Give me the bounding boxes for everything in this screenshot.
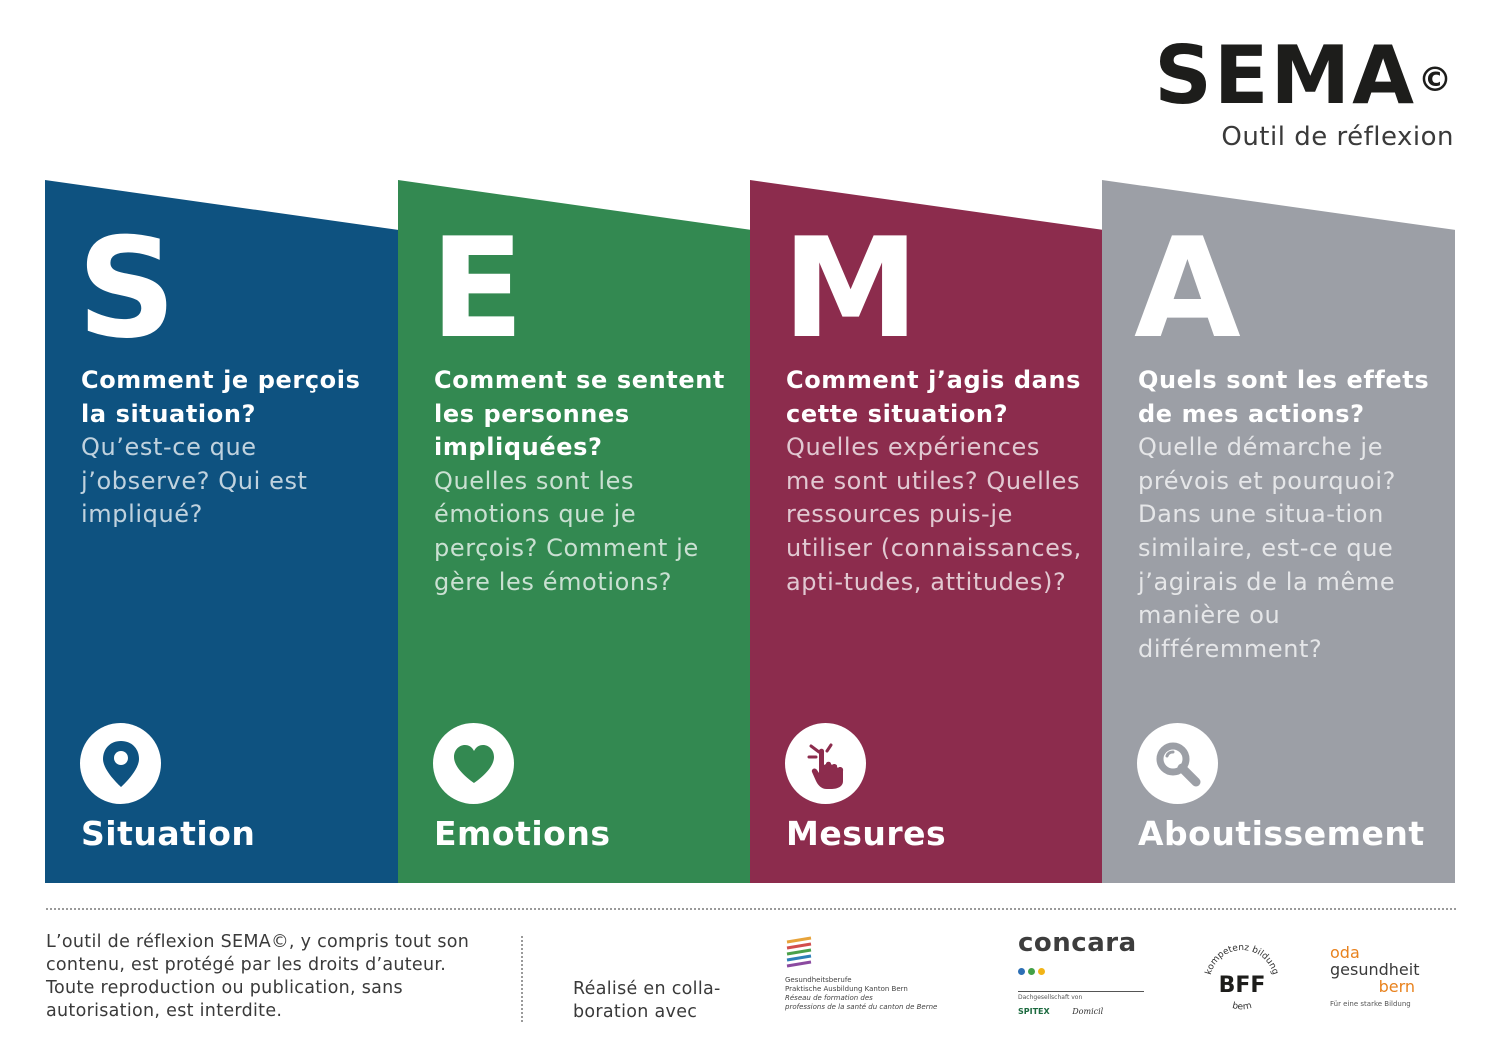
column-detail: Quelle démarche je prévois et pourquoi? Dans une situa-tion similaire, est-ce que j’agirais de la même manière ou différemment? bbox=[1138, 433, 1396, 663]
column-text bbox=[81, 364, 381, 532]
svg-text:bern bbox=[1231, 1001, 1253, 1012]
column-question: Comment se sentent les personnes impliquées? bbox=[434, 366, 725, 462]
bff-mark: BFF bbox=[1218, 973, 1266, 998]
domicil-logo: Domicil bbox=[1072, 1007, 1104, 1016]
copyright-notice: L’outil de réflexion SEMA©, y compris tout son contenu, est protégé par les droits d’auteur. Toute reproduction ou publication, sans autorisation, est interdite. bbox=[46, 932, 470, 1021]
column-text bbox=[786, 364, 1086, 599]
heart-icon bbox=[433, 723, 514, 804]
gpa-logo bbox=[785, 936, 985, 1012]
footer-vertical-divider bbox=[521, 936, 523, 1022]
pointing-hand-icon bbox=[785, 723, 866, 804]
column-text bbox=[434, 364, 734, 599]
magnifier-icon bbox=[1137, 723, 1218, 804]
column-emotions bbox=[398, 180, 751, 883]
concara-name: concara bbox=[1018, 928, 1137, 958]
brand-subtitle: Outil de réflexion bbox=[1221, 122, 1454, 152]
bff-ring-top: kompetenz bildung bbox=[1203, 942, 1281, 977]
column-label: Mesures bbox=[786, 814, 947, 853]
column-detail: Quelles expériences me sont utiles? Quelles ressources puis-je utiliser (connaissances, apti-tudes, attitudes)? bbox=[786, 433, 1082, 596]
gpa-line-2: Praktische Ausbildung Kanton Bern bbox=[785, 985, 908, 993]
column-letter: A bbox=[1134, 208, 1241, 369]
gpa-line-1: Gesundheitsberufe bbox=[785, 976, 852, 984]
column-detail: Qu’est-ce que j’observe? Qui est impliqué? bbox=[81, 433, 308, 529]
column-label: Situation bbox=[81, 814, 256, 853]
oda-tagline: Für eine starke Bildung bbox=[1330, 1000, 1411, 1008]
concara-logo bbox=[1018, 928, 1158, 1016]
column-detail: Quelles sont les émotions que je perçois? Comment je gère les émotions? bbox=[434, 466, 699, 596]
column-letter: S bbox=[77, 208, 177, 369]
column-question: Comment je perçois la situation? bbox=[81, 366, 361, 428]
copyright-mark: © bbox=[1418, 60, 1454, 100]
svg-text:kompetenz bildung bbox=[1204, 943, 1280, 976]
column-aboutissement bbox=[1102, 180, 1455, 883]
spitex-logo: SPITEX bbox=[1018, 1007, 1050, 1016]
column-label: Emotions bbox=[434, 814, 611, 853]
concara-dach: Dachgesellschaft von bbox=[1018, 991, 1144, 1001]
bff-logo bbox=[1196, 936, 1288, 1028]
gpa-line-4: professions de la santé du canton de Berne bbox=[785, 1003, 938, 1011]
bff-ring-bottom: bern bbox=[1231, 1001, 1253, 1013]
column-text bbox=[1138, 364, 1438, 666]
column-letter: M bbox=[782, 208, 920, 369]
brand-header bbox=[1154, 29, 1454, 152]
brand-title: SEMA© bbox=[1154, 29, 1454, 122]
column-situation bbox=[45, 180, 398, 883]
oda-line-3: bern bbox=[1378, 977, 1415, 996]
oda-line-2: gesundheit bbox=[1330, 960, 1420, 979]
footer-divider bbox=[46, 908, 1456, 910]
column-label: Aboutissement bbox=[1138, 814, 1425, 853]
location-pin-icon bbox=[80, 723, 161, 804]
oda-line-1: oda bbox=[1330, 943, 1360, 962]
gpa-stripes-icon bbox=[785, 936, 815, 972]
collaboration-text: Réalisé en colla-boration avec bbox=[573, 979, 721, 1022]
column-mesures bbox=[750, 180, 1103, 883]
column-question: Quels sont les effets de mes actions? bbox=[1138, 366, 1430, 428]
concara-dots-icon bbox=[1018, 960, 1158, 979]
column-question: Comment j’agis dans cette situation? bbox=[786, 366, 1082, 428]
oda-logo bbox=[1330, 944, 1430, 1008]
gpa-line-3: Réseau de formation des bbox=[785, 994, 873, 1002]
column-letter: E bbox=[430, 208, 525, 369]
